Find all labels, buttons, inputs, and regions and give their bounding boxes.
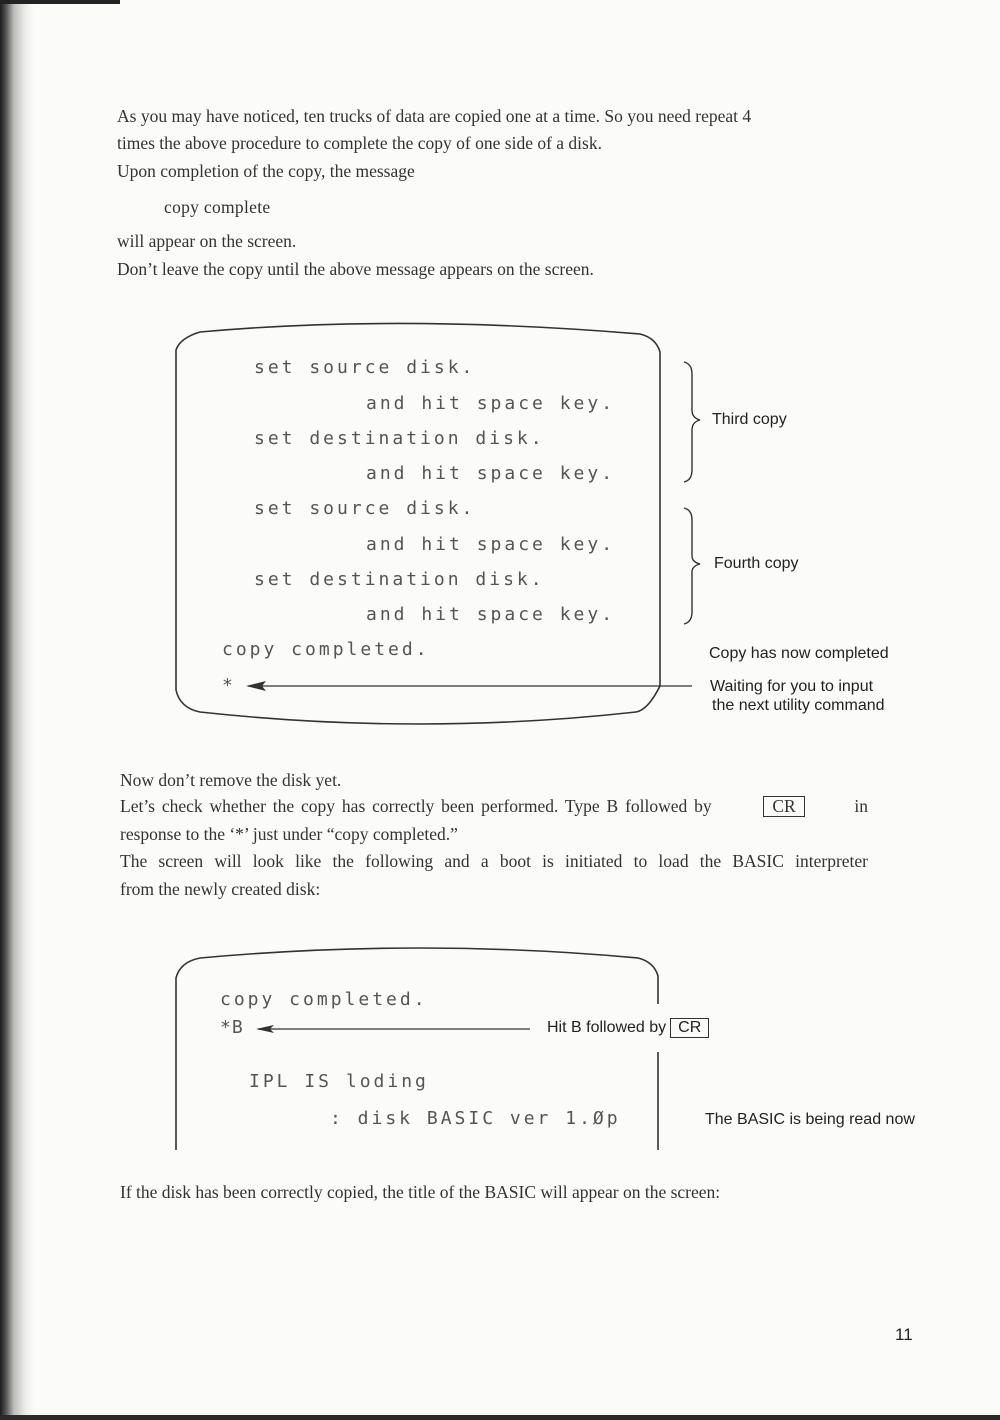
waiting-label-1: Waiting for you to input (710, 678, 874, 695)
page-number: 11 (895, 1325, 913, 1344)
closing-line: If the disk has been correctly copied, the title of the BASIC will appear on the screen: (120, 1182, 721, 1202)
hit-b-text: Hit B followed by (547, 1019, 667, 1036)
third-copy-label: Third copy (712, 411, 787, 428)
waiting-label-2: the next utility command (712, 697, 885, 714)
screen1-line-9: copy completed. (222, 639, 430, 660)
screen1-line-7: set destination disk. (254, 569, 545, 590)
middle-line-3: response to the ‘*’ just under “copy completed.” (120, 824, 458, 844)
screen1-line-4: and hit space key. (366, 463, 616, 484)
fourth-copy-label: Fourth copy (714, 555, 799, 572)
middle-line-1: Now don’t remove the disk yet. (120, 770, 342, 790)
intro-after-line-1: will appear on the screen. (117, 231, 297, 251)
screen2-line-1: copy completed. (220, 989, 428, 1010)
cr-key-2: CR (670, 1018, 709, 1038)
screen1-line-1: set source disk. (254, 357, 476, 378)
screen1-line-6: and hit space key. (366, 534, 616, 555)
screen1-prompt: * (222, 675, 236, 696)
screen2-prompt: *B (220, 1017, 244, 1038)
intro-line-1: As you may have noticed, ten trucks of data are copied one at a time. So you need repeat 4 (117, 106, 752, 126)
middle-line-5: from the newly created disk: (120, 879, 321, 899)
intro-line-2: times the above procedure to complete the copy of one side of a disk. (117, 133, 602, 153)
reading-label: The BASIC is being read now (705, 1111, 915, 1128)
screen1-line-5: set source disk. (254, 498, 476, 519)
middle-line-2-end: in (854, 796, 868, 816)
screen1-line-8: and hit space key. (366, 604, 616, 625)
intro-after-line-2: Don’t leave the copy until the above message appears on the screen. (117, 259, 594, 279)
screen2-line-4: : disk BASIC ver 1.Øp (330, 1108, 621, 1129)
hit-b-label (547, 1018, 709, 1038)
copy-complete-message: copy complete (164, 197, 271, 217)
screen2-line-3: IPL IS loding (249, 1071, 429, 1092)
middle-line-4: The screen will look like the following and a boot is initiated to load the BASIC interpreter (120, 851, 868, 871)
middle-line-2-text: Let’s check whether the copy has correctly been performed. Type B followed by (120, 796, 712, 816)
completed-label: Copy has now completed (709, 645, 889, 662)
intro-line-3: Upon completion of the copy, the message (117, 161, 415, 181)
screen1-line-3: set destination disk. (254, 428, 545, 449)
screen1-line-2: and hit space key. (366, 393, 616, 414)
cr-key: CR (763, 796, 804, 817)
